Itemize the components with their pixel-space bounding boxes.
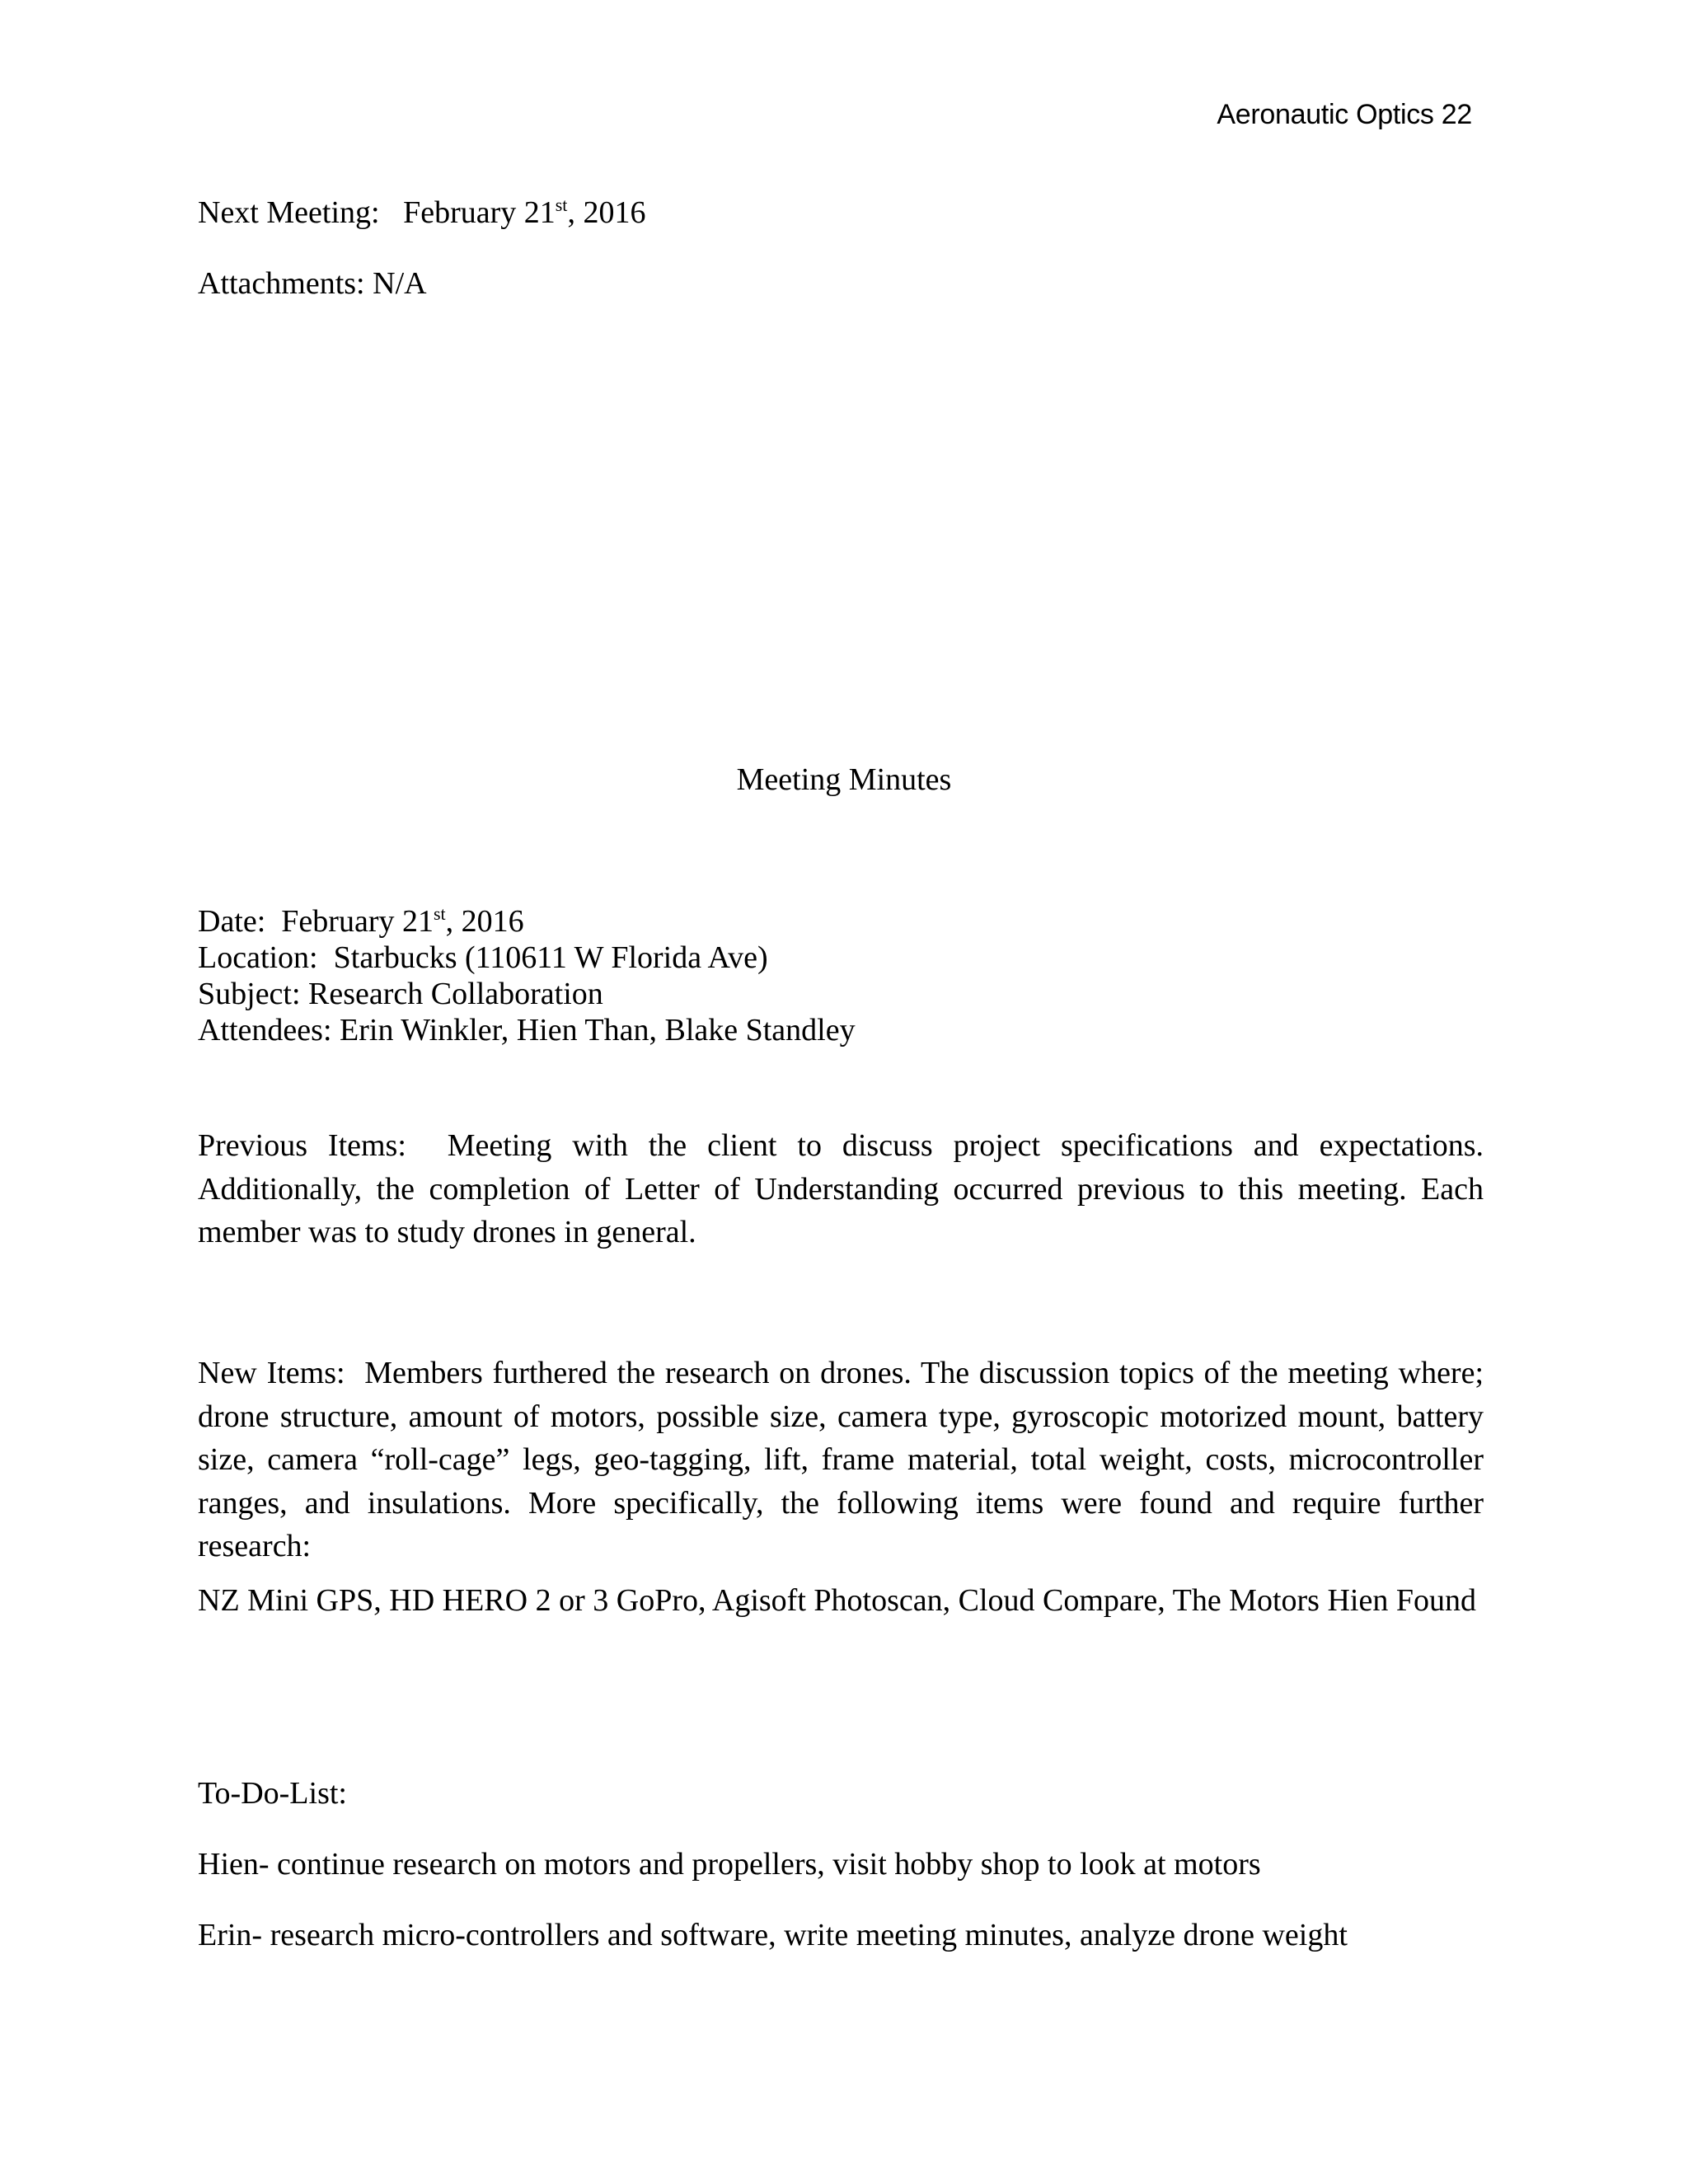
date-year: , 2016 <box>445 904 524 939</box>
next-meeting-year: , 2016 <box>567 195 646 230</box>
next-meeting-label: Next Meeting: <box>198 195 380 230</box>
todo-item-hien: Hien- continue research on motors and propellers, visit hobby shop to look at motors <box>198 1847 1261 1882</box>
found-items-paragraph: NZ Mini GPS, HD HERO 2 or 3 GoPro, Agisoft Photoscan, Cloud Compare, The Motors Hien Found <box>198 1583 1476 1618</box>
next-meeting-date: February 21 <box>403 195 556 230</box>
previous-items-text: Meeting with the client to discuss project specifications and expectations. Additionally, the completion of Letter of Understanding occurred previous to this meeting. Each member was to study drones in general. <box>198 1128 1484 1249</box>
new-items-text: Members furthered the research on drones. The discussion topics of the meeting where; drone structure, amount of motors, possible size, camera type, gyroscopic motorized mount, battery size, camera “roll-cage” legs, geo-tagging, lift, frame material, total weight, costs, microcontroller ranges, and insulations. More specifically, the following items were found and require further research: <box>198 1356 1484 1563</box>
attachments-line <box>198 262 427 305</box>
new-items-section <box>198 1352 1484 1568</box>
document-title: Meeting Minutes <box>736 762 952 797</box>
todo-label: To-Do-List: <box>198 1776 347 1811</box>
attendees-line <box>198 1012 1484 1048</box>
location-label: Location: <box>198 940 318 975</box>
attachments-value: N/A <box>373 266 427 301</box>
running-header: Aeronautic Optics 22 <box>1217 99 1472 130</box>
todo-item-erin: Erin- research micro-controllers and software, write meeting minutes, analyze drone weight <box>198 1918 1348 1952</box>
subject-value: Research Collaboration <box>308 977 603 1011</box>
subject-label: Subject: <box>198 977 301 1011</box>
next-meeting-date-suffix: st <box>555 194 568 215</box>
attendees-label: Attendees: <box>198 1013 332 1047</box>
location-line <box>198 940 1484 976</box>
date-value: February 21 <box>281 904 434 939</box>
date-label: Date: <box>198 904 266 939</box>
attendees-value: Erin Winkler, Hien Than, Blake Standley <box>340 1013 856 1047</box>
date-line <box>198 903 1484 940</box>
date-suffix: st <box>433 903 446 924</box>
next-meeting-line <box>198 191 645 234</box>
previous-items-section <box>198 1124 1484 1254</box>
meeting-details <box>198 903 1484 1048</box>
previous-items-label: Previous Items: <box>198 1128 406 1163</box>
attachments-label: Attachments: <box>198 266 365 301</box>
location-value: Starbucks (110611 W Florida Ave) <box>333 940 768 975</box>
new-items-label: New Items: <box>198 1356 345 1390</box>
subject-line <box>198 976 1484 1012</box>
